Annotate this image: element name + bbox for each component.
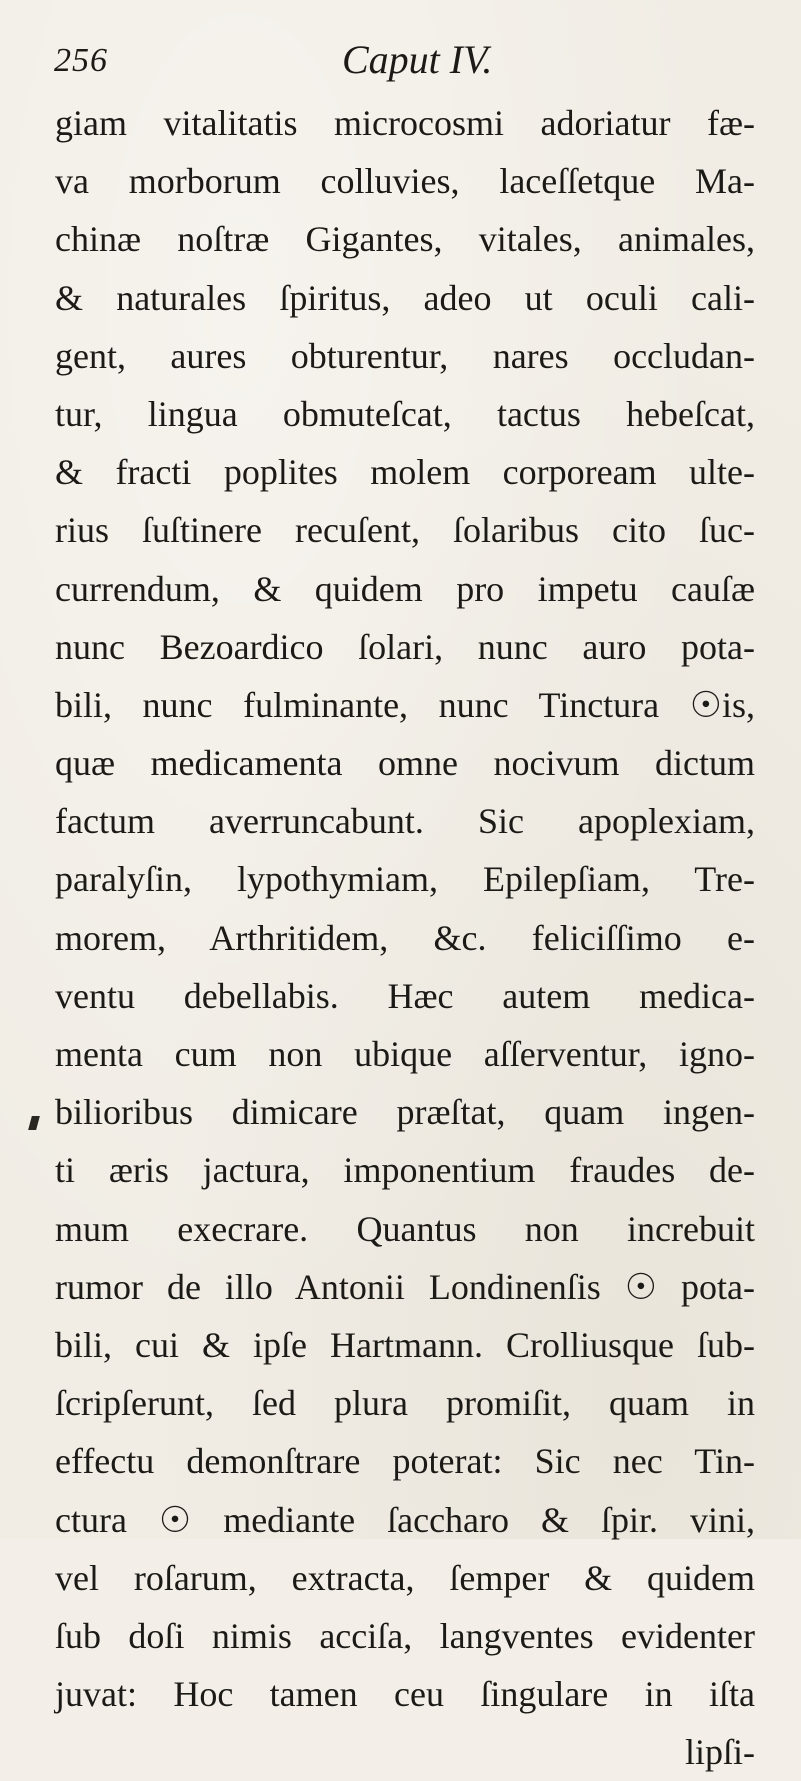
body-text	[55, 94, 755, 1781]
text-line: rius ſuſtinere recuſent, ſolaribus cito ſuc-	[55, 510, 755, 551]
page-header	[54, 36, 754, 88]
marginal-mark	[28, 1116, 40, 1130]
text-line: chinæ noſtræ Gigantes, vitales, animales,	[55, 219, 755, 260]
text-line: ventu debellabis. Hæc autem medica-	[55, 975, 755, 1016]
text-line: effectu demonſtrare poterat: Sic nec Tin-	[55, 1441, 755, 1482]
text-line: va morborum colluvies, laceſſetque Ma-	[55, 161, 755, 202]
text-line: bilioribus dimicare præſtat, quam ingen-	[55, 1092, 755, 1133]
text-line: morem, Arthritidem, &c. feliciſſimo e-	[55, 917, 755, 958]
text-line: paralyſin, lypothymiam, Epilepſiam, Tre-	[55, 859, 755, 900]
text-line: & naturales ſpiritus, adeo ut oculi cali-	[55, 277, 755, 318]
text-line: giam vitalitatis microcosmi adoriatur fæ-	[55, 103, 755, 143]
text-line: currendum, & quidem pro impetu cauſæ	[55, 568, 755, 609]
text-line: quæ medicamenta omne nocivum dictum	[55, 743, 755, 784]
text-line: mum execrare. Quantus non increbuit	[55, 1208, 755, 1249]
text-line: vel roſarum, extracta, ſemper & quidem	[55, 1557, 755, 1598]
text-line: & fracti poplites molem corpoream ulte-	[55, 452, 755, 493]
text-line: factum averruncabunt. Sic apoplexiam,	[55, 801, 755, 842]
text-line: gent, aures obturentur, nares occludan-	[55, 335, 755, 376]
text-line: rumor de illo Antonii Londinenſis ☉ pota-	[55, 1266, 755, 1307]
text-line: bili, cui & ipſe Hartmann. Crolliusque ſub-	[55, 1324, 755, 1365]
catchword: lipſi-	[685, 1732, 755, 1773]
text-line: ti æris jactura, imponentium fraudes de-	[55, 1150, 755, 1191]
text-line: bili, nunc fulminante, nunc Tinctura ☉is,	[55, 684, 755, 725]
text-line: ſcripſerunt, ſed plura promiſit, quam in	[55, 1383, 755, 1424]
running-head: Caput IV.	[342, 37, 493, 82]
text-line: juvat: Hoc tamen ceu ſingulare in iſta	[55, 1674, 755, 1715]
text-line: tur, lingua obmuteſcat, tactus hebeſcat,	[55, 393, 755, 434]
text-line: ſub doſi nimis acciſa, langventes evidenter	[55, 1615, 755, 1656]
text-line: menta cum non ubique aſſerventur, igno-	[55, 1034, 755, 1074]
page-number: 256	[54, 42, 108, 79]
text-line: nunc Bezoardico ſolari, nunc auro pota-	[55, 626, 755, 667]
text-line: ctura ☉ mediante ſaccharo & ſpir. vini,	[55, 1499, 755, 1540]
